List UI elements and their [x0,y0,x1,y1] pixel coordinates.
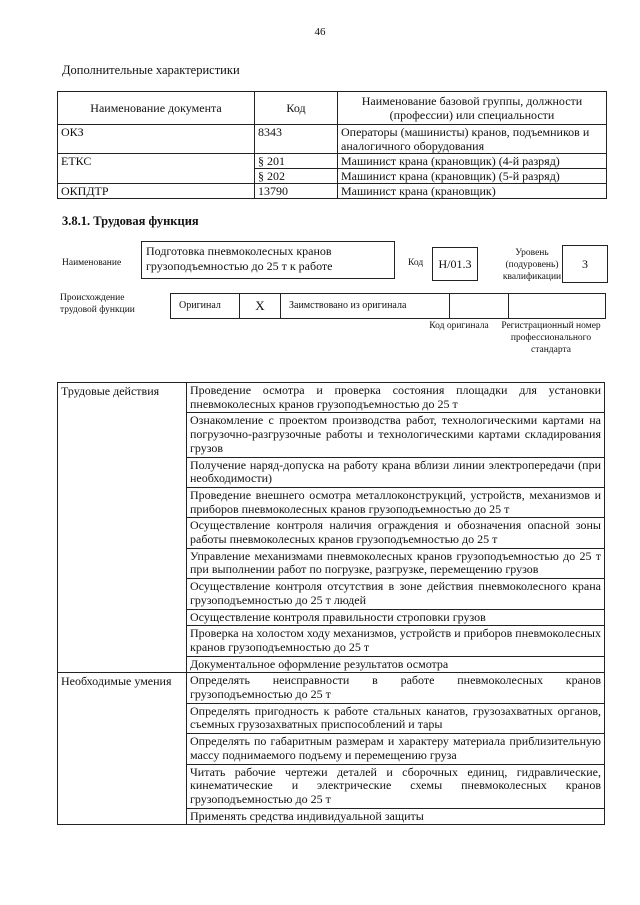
reg-number-caption: Регистрационный номер профессионального стандарта [501,321,601,355]
borrowed-label: Заимствовано из оригинала [289,300,407,311]
row-name: Машинист крана (крановщик) (5-й разряд) [338,169,607,184]
action-item: Ознакомление с проектом производства работ, технологическими картами на погрузочно-разгрузочные работы и технологическими картами складирования грузов [187,413,605,457]
row-document: ЕТКС [58,154,255,184]
row-name: Машинист крана (крановщик) [338,184,607,199]
header-group: Наименование базовой группы, должности (профессии) или специальности [338,92,607,125]
actions-label: Трудовые действия [58,383,187,673]
row-name: Операторы (машинисты) кранов, подъемников и аналогичного оборудования [338,125,607,154]
original-cell [171,294,240,318]
table-row [58,154,607,169]
original-label: Оригинал [179,300,221,311]
skill-item: Определять пригодность к работе стальных канатов, грузозахватных органов, съемных грузозахватных приспособлений и тары [187,703,605,733]
function-code-box: Н/01.3 [432,247,478,281]
action-item: Осуществление контроля правильности строповки грузов [187,609,605,626]
table-header-row [58,92,607,125]
orig-code-cell [450,294,509,318]
table-row [58,673,605,703]
function-details-table [57,382,605,825]
level-box: 3 [562,245,608,283]
row-name: Машинист крана (крановщик) (4-й разряд) [338,154,607,169]
row-code: § 201 [255,154,338,169]
row-document: ОКПДТР [58,184,255,199]
table-row [58,184,607,199]
skill-item: Определять неисправности в работе пневмоколесных кранов грузоподъемностью до 25 т [187,673,605,703]
action-item: Проверка на холостом ходу механизмов, устройств и приборов пневмоколесных кранов грузоподъемностью до 25 т [187,626,605,656]
row-code: 13790 [255,184,338,199]
row-document: ОКЗ [58,125,255,154]
origin-boxes [170,293,606,319]
row-code: § 202 [255,169,338,184]
action-item: Получение наряд-допуска на работу крана вблизи линии электропередачи (при необходимости) [187,457,605,487]
row-code: 8343 [255,125,338,154]
table-row [58,125,607,154]
reg-number-cell [509,294,605,318]
page-number: 46 [314,26,326,38]
name-label: Наименование [62,258,122,268]
skill-item: Применять средства индивидуальной защиты [187,808,605,825]
action-item: Проведение внешнего осмотра металлоконструкций, устройств, механизмов и приборов пневмоколесных кранов грузоподъемностью до 25 т [187,487,605,517]
action-item: Управление механизмами пневмоколесных кранов грузоподъемностью до 25 т при выполнении работ по погрузке, разгрузке, перемещению грузов [187,548,605,578]
function-heading: 3.8.1. Трудовая функция [62,214,199,228]
orig-code-caption: Код оригинала [429,321,489,331]
additional-characteristics-table [57,91,607,199]
level-label: Уровень (подуровень) квалификации [502,248,562,282]
additional-characteristics-title: Дополнительные характеристики [62,63,240,77]
code-label: Код [408,258,424,268]
header-document: Наименование документа [58,92,255,125]
skills-label: Необходимые умения [58,673,187,825]
action-item: Осуществление контроля наличия ограждения и обозначения опасной зоны работы пневмоколесных кранов грузоподъемностью до 25 т [187,518,605,548]
original-mark: X [240,294,281,318]
borrowed-cell [281,294,450,318]
skill-item: Определять по габаритным размерам и характеру материала приблизительную массу поднимаемого подъему и перемещению груза [187,734,605,764]
action-item: Документальное оформление результатов осмотра [187,656,605,673]
action-item: Проведение осмотра и проверка состояния площадки для установки пневмоколесных кранов грузоподъемностью до 25 т [187,383,605,413]
function-name-box: Подготовка пневмоколесных кранов грузоподъемностью до 25 т к работе [141,241,395,279]
skill-item: Читать рабочие чертежи деталей и сборочных единиц, гидравлические, кинематические и электрические схемы пневмоколесных кранов грузоподъемностью до 25 т [187,764,605,808]
action-item: Осуществление контроля отсутствия в зоне действия пневмоколесного крана грузоподъемностью до 25 т людей [187,579,605,609]
origin-label: Происхождение трудовой функции [60,293,135,315]
header-code: Код [255,92,338,125]
table-row [58,383,605,413]
